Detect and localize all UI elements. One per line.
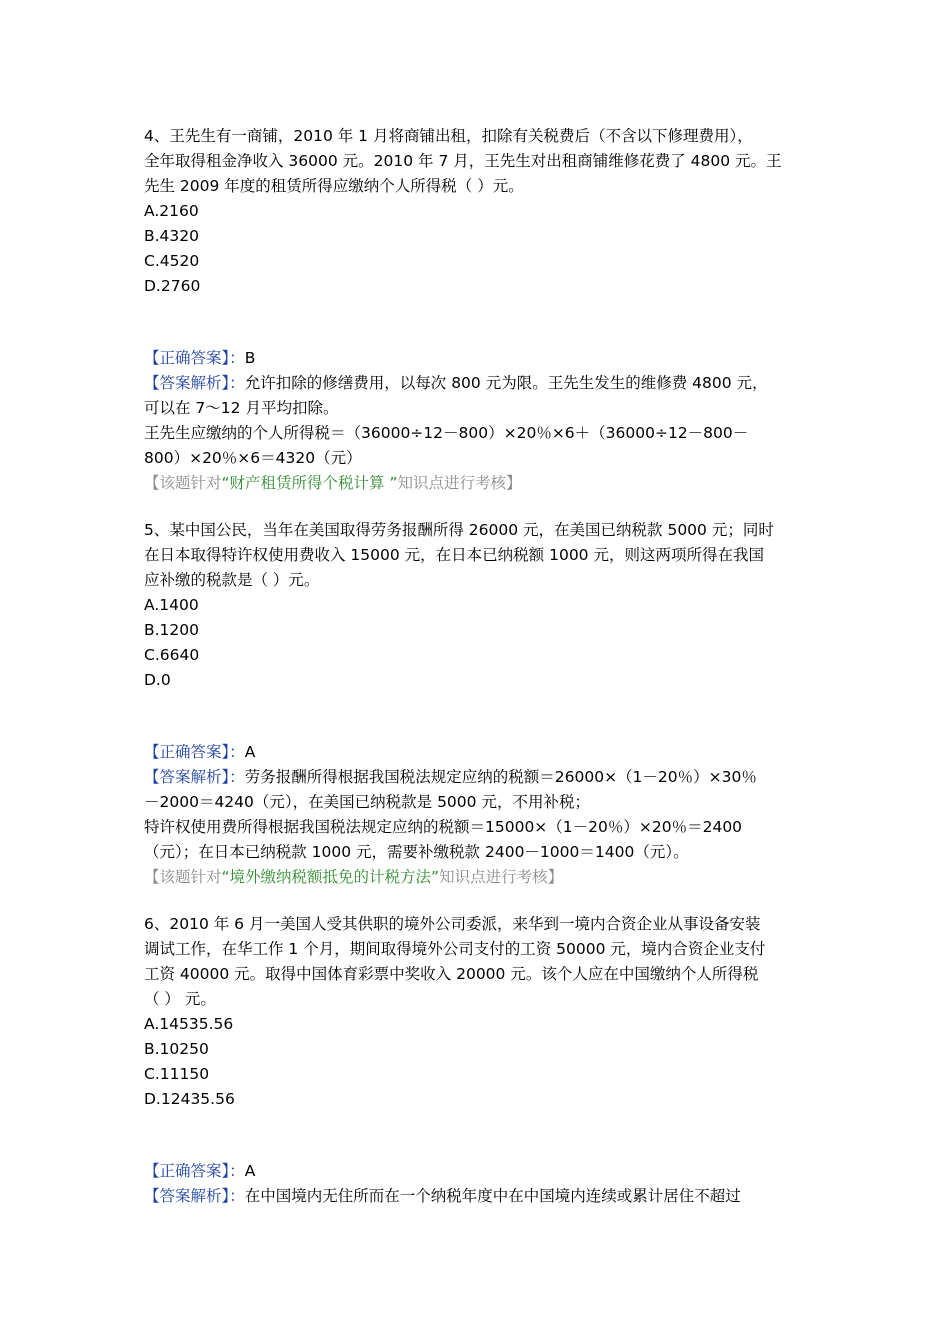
topic-prefix: 【该题针对	[144, 474, 222, 492]
topic-suffix: 知识点进行考核】	[439, 868, 564, 886]
question-stem-line: 先生 2009 年度的租赁所得应缴纳个人所得税（ ）元。	[144, 177, 524, 195]
analysis-line: 800）×20％×6＝4320（元）	[144, 449, 362, 467]
analysis-text: 允许扣除的修缮费用，以每次 800 元为限。王先生发生的维修费 4800 元，	[244, 374, 768, 392]
correct-answer-label: 【正确答案】：	[144, 1162, 245, 1180]
question-stem-line: 4、王先生有一商铺，2010 年 1 月将商铺出租，扣除有关税费后（不含以下修理费用），	[144, 127, 753, 145]
option-c: C.11150	[144, 1065, 210, 1083]
option-b: B.4320	[144, 227, 200, 245]
topic-prefix: 【该题针对	[144, 868, 222, 886]
document-page	[144, 124, 824, 1209]
analysis-line: 王先生应缴纳的个人所得税＝（36000÷12－800）×20％×6＋（36000÷12－800－	[144, 424, 749, 442]
option-b: B.10250	[144, 1040, 209, 1058]
question-stem-line: 6、2010 年 6 月一美国人受其供职的境外公司委派，来华到一境内合资企业从事设备安装	[144, 915, 761, 933]
option-b: B.1200	[144, 621, 200, 639]
option-a: A.2160	[144, 202, 199, 220]
topic-name: “财产租赁所得个税计算 ”	[221, 474, 398, 492]
question-stem-line: 全年取得租金净收入 36000 元。2010 年 7 月，王先生对出租商铺维修花费了 4800 元。王	[144, 152, 782, 170]
correct-answer-value: B	[244, 349, 256, 367]
question-stem-line: 工资 40000 元。取得中国体育彩票中奖收入 20000 元。该个人应在中国缴纳个人所得税	[144, 965, 759, 983]
question-stem-line: 调试工作，在华工作 1 个月，期间取得境外公司支付的工资 50000 元，境内合资企业支付	[144, 940, 766, 958]
option-c: C.4520	[144, 252, 200, 270]
correct-answer	[144, 346, 824, 371]
analysis-line: －2000＝4240（元），在美国已纳税款是 5000 元，不用补税；	[144, 793, 590, 811]
topic-suffix: 知识点进行考核】	[397, 474, 522, 492]
correct-answer	[144, 740, 824, 765]
correct-answer-value: A	[244, 743, 256, 761]
analysis-label: 【答案解析】：	[144, 374, 245, 392]
option-c: C.6640	[144, 646, 200, 664]
topic-note	[144, 471, 824, 496]
question-stem-line: （ ） 元。	[144, 990, 216, 1008]
correct-answer-label: 【正确答案】：	[144, 349, 245, 367]
topic-note	[144, 865, 824, 890]
question-6	[144, 912, 824, 1209]
option-a: A.1400	[144, 596, 199, 614]
analysis-line	[144, 765, 824, 790]
option-a: A.14535.56	[144, 1015, 234, 1033]
question-4	[144, 124, 824, 496]
analysis-text: 在中国境内无住所而在一个纳税年度中在中国境内连续或累计居住不超过	[244, 1187, 741, 1205]
question-stem-line: 在日本取得特许权使用费收入 15000 元，在日本已纳税额 1000 元，则这两项所得在我国	[144, 546, 764, 564]
question-stem-line: 应补缴的税款是（ ）元。	[144, 571, 320, 589]
correct-answer-label: 【正确答案】：	[144, 743, 245, 761]
analysis-text: 劳务报酬所得根据我国税法规定应纳的税额＝26000×（1－20％）×30％	[244, 768, 757, 786]
option-d: D.12435.56	[144, 1090, 235, 1108]
analysis-line: 特许权使用费所得根据我国税法规定应纳的税额＝15000×（1－20％）×20％＝2400	[144, 818, 743, 836]
question-5	[144, 518, 824, 890]
analysis-label: 【答案解析】：	[144, 1187, 245, 1205]
option-d: D.2760	[144, 277, 201, 295]
analysis-line: 可以在 7～12 月平均扣除。	[144, 399, 339, 417]
analysis-label: 【答案解析】：	[144, 768, 245, 786]
topic-name: “境外缴纳税额抵免的计税方法”	[221, 868, 440, 886]
correct-answer-value: A	[244, 1162, 256, 1180]
correct-answer	[144, 1159, 824, 1184]
option-d: D.0	[144, 671, 171, 689]
question-stem-line: 5、某中国公民，当年在美国取得劳务报酬所得 26000 元，在美国已纳税款 5000 元；同时	[144, 521, 774, 539]
analysis-line: （元）；在日本已纳税款 1000 元，需要补缴税款 2400－1000＝1400（元）。	[144, 843, 689, 861]
analysis-line	[144, 371, 824, 396]
analysis-line	[144, 1184, 824, 1209]
